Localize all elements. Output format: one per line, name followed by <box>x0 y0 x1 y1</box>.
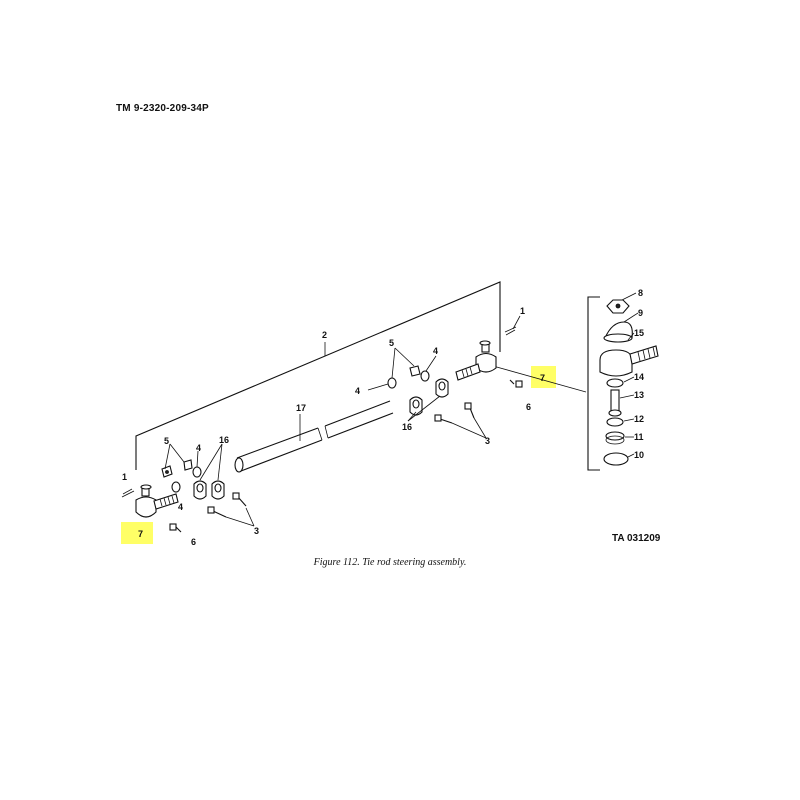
seat-12 <box>607 418 623 426</box>
leader-1-right <box>513 316 520 329</box>
callout-5-left: 5 <box>164 436 170 446</box>
grease-fitting-left <box>170 524 181 532</box>
grease-fitting-right <box>510 380 522 387</box>
leader-5-right-b <box>392 348 395 378</box>
left-bolt-3a <box>208 507 226 517</box>
tie-rod-end-left <box>136 485 178 517</box>
right-bolt-3b <box>465 403 474 418</box>
nut-8 <box>607 300 629 313</box>
callout-15: 15 <box>634 328 645 338</box>
callout-10: 10 <box>634 450 645 460</box>
housing-15 <box>600 346 658 376</box>
leader-5-left <box>170 444 184 462</box>
right-bolt-3a <box>435 415 452 423</box>
callout-11: 11 <box>634 432 644 442</box>
leader-14 <box>624 377 634 382</box>
left-bolt-3b <box>233 493 246 506</box>
tie-rod-end-right <box>456 341 496 380</box>
callout-16-right: 16 <box>402 422 413 432</box>
stud-13 <box>609 390 621 416</box>
leader-5-left-b <box>165 444 170 469</box>
left-washer-4 <box>193 467 201 477</box>
tm-number: TM 9-2320-209-34P <box>116 103 209 114</box>
callout-3-left: 3 <box>254 526 260 536</box>
left-nut-4b <box>172 482 180 492</box>
callout-4-right-a: 4 <box>433 346 439 356</box>
leader-8 <box>622 293 636 300</box>
right-washer-4a <box>388 378 396 388</box>
clamp-16-right-b <box>436 379 448 397</box>
tube-17 <box>235 401 393 472</box>
leader-5-right <box>395 348 414 366</box>
callout-1-left: 1 <box>122 472 128 482</box>
callout-5-right: 5 <box>389 338 395 348</box>
callout-6-right: 6 <box>526 402 532 412</box>
clamp-16-left-b <box>194 481 206 499</box>
callout-3-right: 3 <box>485 436 491 446</box>
callout-9: 9 <box>638 308 644 318</box>
leader-4-right <box>426 356 436 371</box>
left-bolt-5 <box>184 460 192 470</box>
cotter-pin-right <box>505 327 516 332</box>
highlight-left <box>121 522 153 544</box>
leader-9 <box>624 313 638 322</box>
callout-17: 17 <box>296 403 307 413</box>
cotter-pin-left-b <box>123 489 132 494</box>
callout-4-left-a: 4 <box>196 443 202 453</box>
right-washer-4b <box>421 371 429 381</box>
callout-12: 12 <box>634 414 645 424</box>
boot-9 <box>604 322 632 342</box>
ta-number: TA 031209 <box>612 533 661 544</box>
callout-4-left-b: 4 <box>178 502 184 512</box>
cover-10 <box>604 453 628 465</box>
spring-11 <box>606 432 624 444</box>
bracket-ball-joint <box>588 297 600 470</box>
leader-3-right-a <box>452 423 486 438</box>
callout-14: 14 <box>634 372 645 382</box>
callout-16-left: 16 <box>219 435 230 445</box>
callout-2: 2 <box>322 330 328 340</box>
callout-13: 13 <box>634 390 645 400</box>
seal-14 <box>607 379 623 387</box>
figure-caption: Figure 112. Tie rod steering assembly. <box>313 557 467 568</box>
leader-12 <box>624 419 634 421</box>
leader-13 <box>620 395 634 398</box>
leader-4-left <box>197 451 198 467</box>
callout-6-left: 6 <box>191 537 197 547</box>
right-nut-5 <box>410 366 420 376</box>
callout-7-left: 7 <box>138 529 144 539</box>
leader-3-left-a <box>226 517 254 526</box>
leader-4-right-b <box>368 384 388 390</box>
left-nut-5 <box>162 466 172 477</box>
clamp-16-left-a <box>212 481 224 499</box>
callout-8: 8 <box>638 288 644 298</box>
leader-3-left-b <box>246 508 254 526</box>
callout-1-right: 1 <box>520 306 526 316</box>
callout-4-right-b: 4 <box>355 386 361 396</box>
callout-7-right: 7 <box>540 373 546 383</box>
